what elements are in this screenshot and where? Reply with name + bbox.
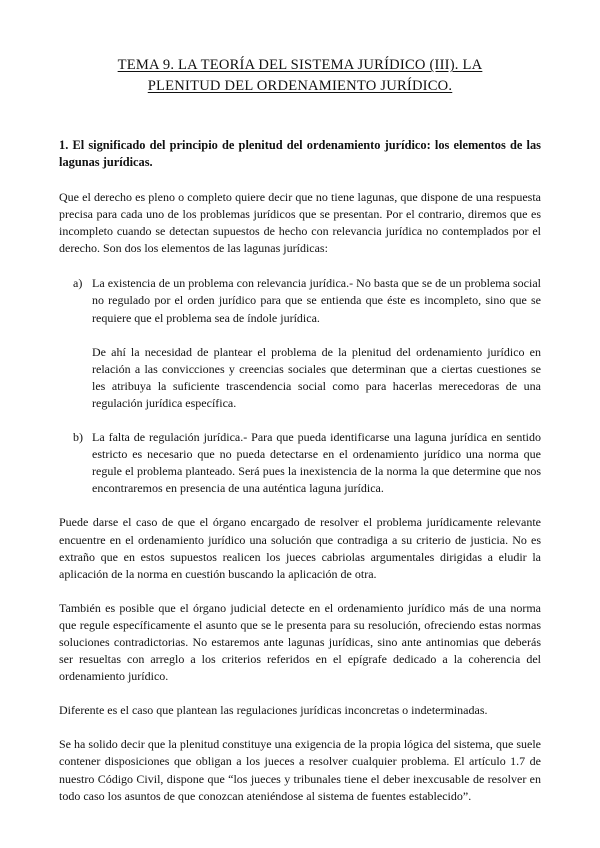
- list-item: [59, 429, 541, 497]
- list-marker: b): [73, 430, 83, 445]
- list-item-text: La existencia de un problema con relevancia jurídica.- No basta que se de un problema social no regulado por el orden jurídico para que se entienda que éste es incompleto, sino que se requiere que el problema sea de índole jurídica.: [92, 276, 541, 325]
- list-item-subtext: De ahí la necesidad de plantear el problema de la plenitud del ordenamiento jurídico en relación a las convicciones y creencias sociales que determinan que a ciertas cuestiones se les atribuya la suficiente trascendencia social como para hacerlas merecedoras de una regulación jurídica específica.: [92, 344, 541, 410]
- paragraph-3: También es posible que el órgano judicial detecte en el ordenamiento jurídico más de una norma que regule específicamente el asunto que se le presenta para su resolución, ofreciendo estas normas soluciones contradictorias. No estaremos ante lagunas jurídicas, sino ante antinomias que deberás ser resueltas con arreglo a los criterios referidos en el epígrafe dedicado a la coherencia del ordenamiento jurídico.: [59, 600, 541, 684]
- elements-list: [59, 275, 541, 497]
- paragraph-intro: Que el derecho es pleno o completo quiere decir que no tiene lagunas, que dispone de una respuesta precisa para cada uno de los problemas jurídicos que se presentan. Por el contrario, diremos que es incompleto cuando se detectan supuestos de hecho con relevancia jurídica no contemplados por el derecho. Son dos los elementos de las lagunas jurídicas:: [59, 190, 541, 256]
- list-item-text: La falta de regulación jurídica.- Para que pueda identificarse una laguna jurídica en sentido estricto es necesario que no pueda detectarse en el ordenamiento jurídico una norma que regule el problema planteado. Será pues la inexistencia de la norma la que determine que nos encontraremos en presencia de una auténtica laguna jurídica.: [92, 430, 541, 496]
- paragraph-5: Se ha solido decir que la plenitud constituye una exigencia de la propia lógica del sistema, que suele contener disposiciones que obligan a los jueces a resolver cualquier problema. El artículo 1.7 de nuestro Código Civil, dispone que “los jueces y tribunales tiene el deber inexcusable de resolver en todo caso los asuntos de que conozcan ateniéndose al sistema de fuentes establecido”.: [59, 737, 541, 803]
- document-title: [59, 0, 541, 97]
- title-line-1: TEMA 9. LA TEORÍA DEL SISTEMA JURÍDICO (III). LA: [117, 57, 483, 73]
- section-heading: 1. El significado del principio de plenitud del ordenamiento jurídico: los elementos de las lagunas jurídicas.: [59, 138, 541, 169]
- list-item: [59, 275, 541, 412]
- paragraph-4: Diferente es el caso que plantean las regulaciones jurídicas inconcretas o indeterminadas.: [59, 703, 488, 718]
- paragraph-2: Puede darse el caso de que el órgano encargado de resolver el problema jurídicamente relevante encuentre en el ordenamiento jurídico una solución que contradiga a su criterio de justicia. No es extraño que en estos supuestos realicen los jueces cabriolas argumentales dirigidas a eludir la aplicación de la norma en cuestión buscando la aplicación de otra.: [59, 515, 541, 581]
- title-line-2: PLENITUD DEL ORDENAMIENTO JURÍDICO.: [147, 78, 453, 94]
- list-marker: a): [73, 276, 83, 291]
